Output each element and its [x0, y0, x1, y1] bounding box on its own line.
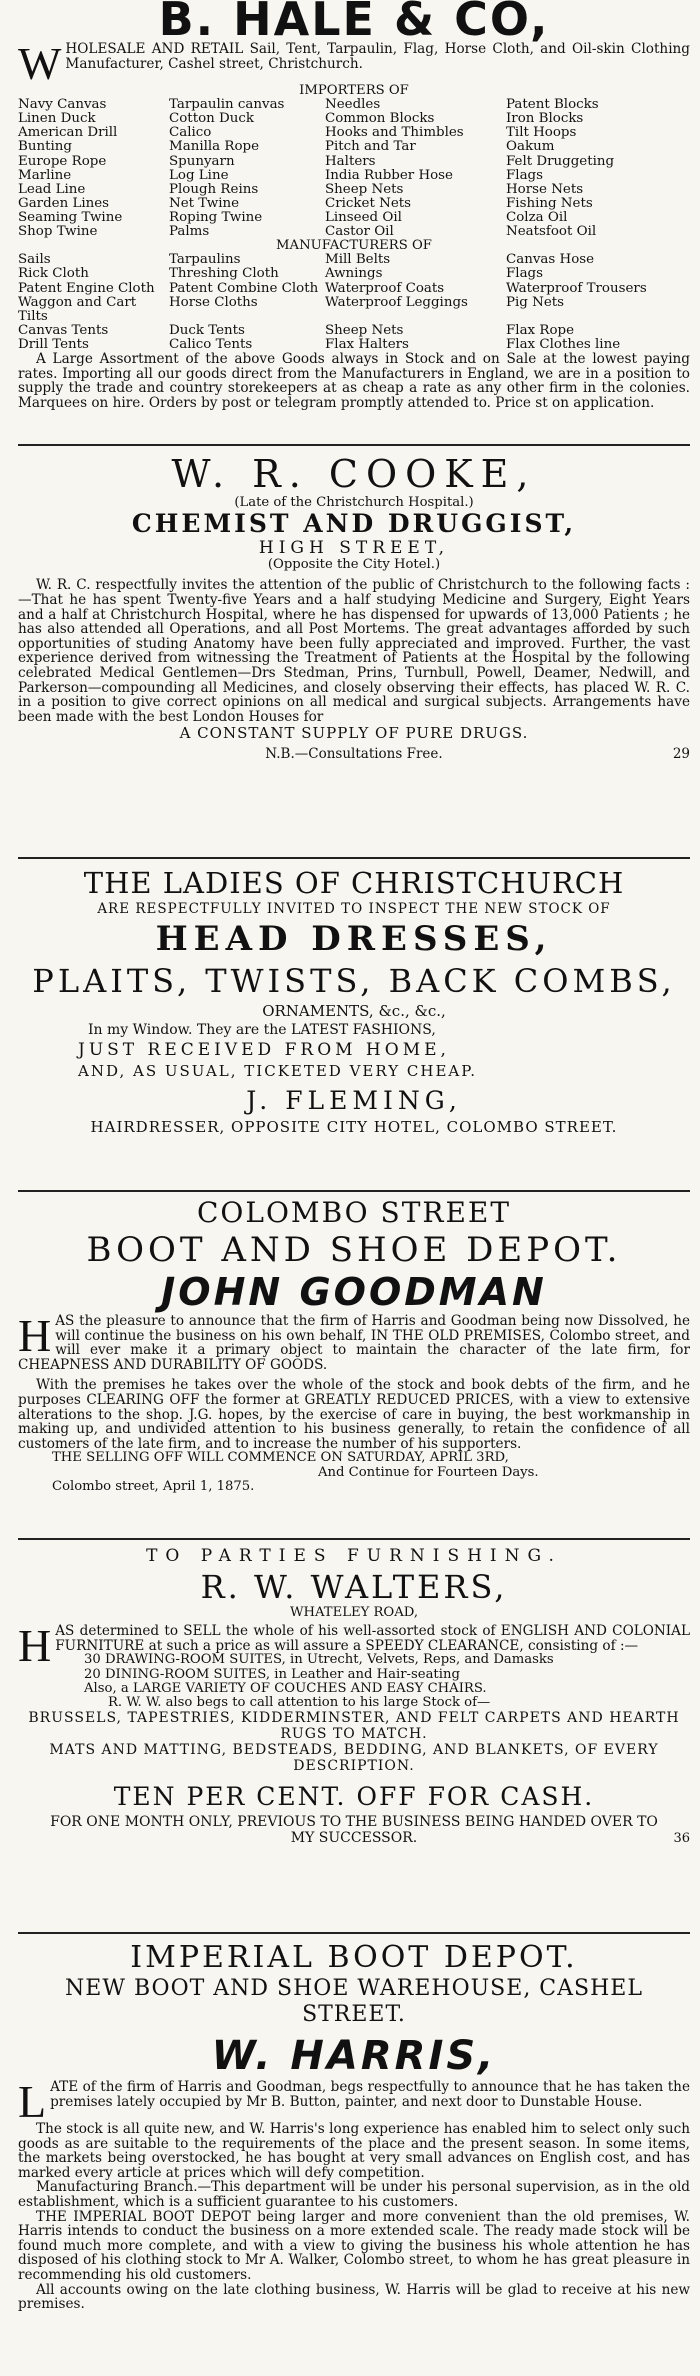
divider	[18, 1932, 690, 1934]
walters-l2: 20 DINING-ROOM SUITES, in Leather and Hair-seating	[84, 1666, 460, 1682]
hale-manufacturers-heading: MANUFACTURERS OF	[276, 238, 432, 254]
importers-item: Tarpaulin canvas	[169, 97, 285, 113]
importers-item: Cotton Duck	[169, 111, 254, 127]
divider	[18, 1538, 690, 1540]
cooke-street: HIGH STREET,	[258, 538, 450, 559]
walters-l1: 30 DRAWING-ROOM SUITES, in Utrecht, Velvets, Reps, and Damasks	[84, 1652, 554, 1668]
hale-importers-heading: IMPORTERS OF	[299, 83, 409, 98]
importers-item: Plough Reins	[169, 181, 259, 197]
manufacturers-item: Waterproof Trousers	[506, 280, 647, 296]
manufacturers-item: Waterproof Leggings	[325, 294, 468, 310]
fleming-address: HAIRDRESSER, OPPOSITE CITY HOTEL, COLOMBO STREET.	[90, 1118, 618, 1136]
manufacturers-item: Duck Tents	[169, 322, 245, 338]
importers-item: Common Blocks	[325, 111, 435, 127]
cooke-late: (Late of the Christchurch Hospital.)	[234, 495, 474, 510]
ladies-received: JUST RECEIVED FROM HOME,	[78, 1040, 450, 1060]
harris-p3: Manufacturing Branch.—This department will be under his personal supervision, as in the old establishment, which is a sufficient guarantee to his customers.	[18, 2179, 690, 2210]
walters-ten: TEN PER CENT. OFF FOR CASH.	[113, 1782, 595, 1812]
importers-item: Palms	[169, 224, 210, 240]
manufacturers-item: Threshing Cloth	[169, 266, 279, 282]
importers-item: Fishing Nets	[506, 195, 593, 211]
importers-item: Calico	[169, 125, 212, 141]
hale-intro-text: HOLESALE AND RETAIL Sail, Tent, Tarpaulin, Flag, Horse Cloth, and Oil-skin Clothing Manufacturer, Cashel street, Christchurch.	[65, 41, 690, 72]
importers-item: Garden Lines	[18, 195, 110, 211]
walters-l3: Also, a LARGE VARIETY OF COUCHES AND EASY CHAIRS.	[84, 1680, 487, 1696]
manufacturers-item: Patent Engine Cloth	[18, 280, 155, 296]
importers-item: Bunting	[18, 139, 72, 155]
walters-advert	[18, 1536, 690, 1846]
importers-item: Neatsfoot Oil	[506, 224, 597, 240]
manufacturers-item: Sheep Nets	[325, 322, 404, 338]
importers-item: Shop Twine	[18, 224, 98, 240]
walters-l6: MATS AND MATTING, BEDSTEADS, BEDDING, AND BLANKETS, OF EVERY DESCRIPTION.	[49, 1742, 659, 1775]
ladies-window: In my Window. They are the LATEST FASHIONS,	[88, 1022, 436, 1038]
harris-warehouse: NEW BOOT AND SHOE WAREHOUSE, CASHEL STREET.	[65, 1976, 643, 2027]
importers-item: Tilt Hoops	[506, 125, 577, 141]
importers-item: Oakum	[506, 139, 555, 155]
cooke-advert	[18, 442, 690, 768]
walters-to: TO PARTIES FURNISHING.	[146, 1546, 562, 1566]
manufacturers-item: Flax Clothes line	[506, 336, 621, 352]
ladies-plaits: PLAITS, TWISTS, BACK COMBS,	[32, 962, 676, 1000]
goodman-depot: BOOT AND SHOE DEPOT.	[86, 1230, 622, 1270]
fleming-name: J. FLEMING,	[246, 1086, 462, 1115]
harris-p5: All accounts owing on the late clothing business, W. Harris will be glad to receive at his new premises.	[18, 2281, 690, 2313]
manufacturers-item: Rick Cloth	[18, 266, 89, 282]
harris-p2: The stock is all quite new, and W. Harris's long experience has enabled him to select only such goods as are suitable to the requirements of the place and the present season. In some items, the markets being overstocked, he has bought at very small advances on English cost, and has marked every article at prices which will defy competition.	[18, 2121, 690, 2181]
cooke-opposite: (Opposite the City Hotel.)	[267, 557, 441, 573]
importers-item: Marline	[18, 167, 72, 183]
importers-item: Horse Nets	[506, 181, 584, 197]
importers-item: Felt Druggeting	[506, 153, 615, 169]
walters-name: R. W. WALTERS,	[200, 1568, 508, 1606]
importers-item: American Drill	[18, 125, 118, 141]
goodman-date: Colombo street, April 1, 1875.	[52, 1478, 255, 1494]
divider	[18, 444, 690, 446]
cooke-nb: N.B.—Consultations Free.	[265, 746, 443, 763]
hale-drop-cap: W	[18, 38, 62, 89]
importers-item: Needles	[325, 97, 381, 113]
importers-item: Net Twine	[169, 195, 240, 211]
hale-closing: A Large Assortment of the above Goods always in Stock and on Sale at the lowest paying rates. Importing all our goods direct from the Manufacturers in England, we are in a position to supply the trade and country storekeepers at as cheap a rate as any other firm in the colonies. Marquees on hire. Orders by post or telegram promptly attended to. Price st on application.	[18, 351, 690, 411]
goodman-p1	[18, 1310, 690, 1373]
walters-road: WHATELEY ROAD,	[289, 1605, 419, 1620]
hale-importers-list	[18, 98, 690, 239]
goodman-name: JOHN GOODMAN	[161, 1270, 547, 1314]
goodman-drop-cap: H	[18, 1310, 52, 1361]
cooke-title: W. R. COOKE,	[171, 452, 537, 496]
importers-item: Manilla Rope	[169, 139, 260, 155]
ladies-invited: ARE RESPECTFULLY INVITED TO INSPECT THE NEW STOCK OF	[97, 901, 611, 917]
manufacturers-item: Tarpaulins	[169, 252, 241, 268]
manufacturers-item: Canvas Tents	[18, 322, 109, 338]
goodman-p1-text: AS the pleasure to announce that the firm of Harris and Goodman being now Dissolved, he will continue the business on his own behalf, IN THE OLD PREMISES, Colombo street, and will ever make it a primary object to maintain the character of the late firm, for CHEAPNESS AND DURABILITY OF GOODS.	[18, 1313, 690, 1373]
manufacturers-item: Waterproof Coats	[325, 280, 445, 296]
manufacturers-item: Drill Tents	[18, 336, 89, 352]
harris-title: IMPERIAL BOOT DEPOT.	[130, 1940, 578, 1975]
importers-item: Flags	[506, 167, 544, 183]
manufacturers-item: Waggon and Cart Tilts	[18, 294, 137, 324]
ladies-ornaments: ORNAMENTS, &c., &c.,	[262, 1002, 446, 1020]
cooke-trade: CHEMIST AND DRUGGIST,	[131, 509, 577, 539]
importers-item: Navy Canvas	[18, 97, 107, 113]
walters-ref-number: 36	[673, 1831, 690, 1847]
importers-item: Log Line	[169, 167, 229, 183]
importers-item: Roping Twine	[169, 209, 263, 225]
importers-item: Castor Oil	[325, 224, 394, 240]
importers-item: Iron Blocks	[506, 111, 584, 127]
importers-item: Lead Line	[18, 181, 86, 197]
manufacturers-item: Flags	[506, 266, 544, 282]
cooke-footer	[18, 746, 690, 768]
manufacturers-item: Patent Combine Cloth	[169, 280, 319, 296]
importers-item: Colza Oil	[506, 209, 568, 225]
importers-item: India Rubber Hose	[325, 167, 453, 183]
hale-advert	[18, 0, 690, 410]
harris-p1	[18, 2076, 690, 2127]
manufacturers-item: Flax Halters	[325, 336, 409, 352]
importers-item: Linseed Oil	[325, 209, 402, 225]
hale-title: B. HALE & CO,	[158, 0, 550, 46]
walters-l4: R. W. W. also begs to call attention to his large Stock of—	[108, 1695, 491, 1710]
importers-item: Spunyarn	[169, 153, 235, 169]
walters-p1-text: AS determined to SELL the whole of his well-assorted stock of ENGLISH AND COLONIAL FURNITURE at such a price as will assure a SPEEDY CLEARANCE, consisting of :—	[55, 1623, 690, 1654]
ladies-head-dresses: HEAD DRESSES,	[155, 919, 553, 959]
manufacturers-item: Canvas Hose	[506, 252, 595, 268]
ladies-usual: AND, AS USUAL, TICKETED VERY CHEAP.	[78, 1062, 478, 1080]
importers-item: Sheep Nets	[325, 181, 404, 197]
manufacturers-item: Awnings	[325, 266, 383, 282]
manufacturers-item: Flax Rope	[506, 322, 575, 338]
importers-item: Hooks and Thimbles	[325, 125, 464, 141]
hale-intro	[18, 38, 690, 89]
harris-p4: THE IMPERIAL BOOT DEPOT being larger and more convenient than the old premises, W. Harris intends to conduct the business on a more extended scale. The ready made stock will be found much more complete, and with a view to giving the business his whole attention he has disposed of his clothing stock to Mr A. Walker, Colombo street, to whom he has great pleasure in recommending his old customers.	[18, 2208, 690, 2283]
importers-item: Halters	[325, 153, 376, 169]
importers-item: Cricket Nets	[325, 195, 411, 211]
importers-item: Seaming Twine	[18, 209, 123, 225]
goodman-continue: And Continue for Fourteen Days.	[318, 1464, 539, 1480]
walters-footer	[18, 1814, 690, 1846]
goodman-selling: THE SELLING OFF WILL COMMENCE ON SATURDAY, APRIL 3RD,	[52, 1450, 509, 1466]
harris-drop-cap: L	[18, 2076, 47, 2127]
ladies-title: THE LADIES OF CHRISTCHURCH	[83, 866, 625, 900]
importers-item: Pitch and Tar	[325, 139, 416, 155]
cooke-supply: A CONSTANT SUPPLY OF PURE DRUGS.	[179, 724, 529, 743]
harris-name: W. HARRIS,	[211, 2033, 497, 2079]
goodman-p2: With the premises he takes over the whole of the stock and book debts of the firm, and he purposes CLEARING OFF the former at GREATLY REDUCED PRICES, with a view to extensive alterations to the shop. J.G. hopes, by the exercise of care in buying, the best workmanship in making up, and undivided attention to his business generally, to retain the confidence of all customers of the late firm, and to increase the number of his supporters.	[18, 1377, 690, 1452]
walters-drop-cap: H	[18, 1620, 52, 1672]
divider	[18, 1190, 690, 1192]
walters-month: FOR ONE MONTH ONLY, PREVIOUS TO THE BUSINESS BEING HANDED OVER TO MY SUCCESSOR.	[50, 1814, 658, 1847]
goodman-street: COLOMBO STREET	[196, 1196, 512, 1229]
harris-p1-text: ATE of the firm of Harris and Goodman, begs respectfully to announce that he has taken the premises lately occupied by Mr B. Button, painter, and next door to Dunstable House.	[50, 2079, 690, 2110]
manufacturers-item: Mill Belts	[325, 252, 391, 268]
importers-item: Patent Blocks	[506, 97, 599, 113]
manufacturers-item: Calico Tents	[169, 336, 253, 352]
divider	[18, 857, 690, 859]
cooke-ref-number: 29	[672, 746, 690, 763]
importers-item: Linen Duck	[18, 111, 96, 127]
manufacturers-item: Sails	[18, 252, 51, 268]
walters-l5: BRUSSELS, TAPESTRIES, KIDDERMINSTER, AND FELT CARPETS AND HEARTH RUGS TO MATCH.	[28, 1710, 680, 1743]
cooke-body: W. R. C. respectfully invites the attention of the public of Christchurch to the following facts :—That he has spent Twenty-five Years and a half studying Medicine and Surgery, Eight Years and a half at Christchurch Hospital, where he has dispensed for upwards of 13,000 Patients ; he has also attended all Operations, and all Post Mortems. The great advantages afforded by such opportunities of studing Anatomy have been fully appreciated and improved. Further, the vast experience derived from witnessing the Treatment of Patients at the Hospital by the following celebrated Medical Gentlemen—Drs Stedman, Prins, Turnbull, Powell, Deamer, Nedwill, and Parkerson—compounding all Medicines, and closely observing their effects, has placed W. R. C. in a position to give correct opinions on all medical and surgical subjects. Arrangements have been made with the best London Houses for	[18, 577, 690, 725]
harris-advert	[18, 1930, 690, 2312]
manufacturers-item: Horse Cloths	[169, 294, 258, 310]
fleming-advert	[18, 855, 690, 1137]
manufacturers-item: Pig Nets	[506, 294, 565, 310]
goodman-advert	[18, 1188, 690, 1494]
hale-manufacturers-list	[18, 253, 690, 352]
importers-item: Europe Rope	[18, 153, 107, 169]
